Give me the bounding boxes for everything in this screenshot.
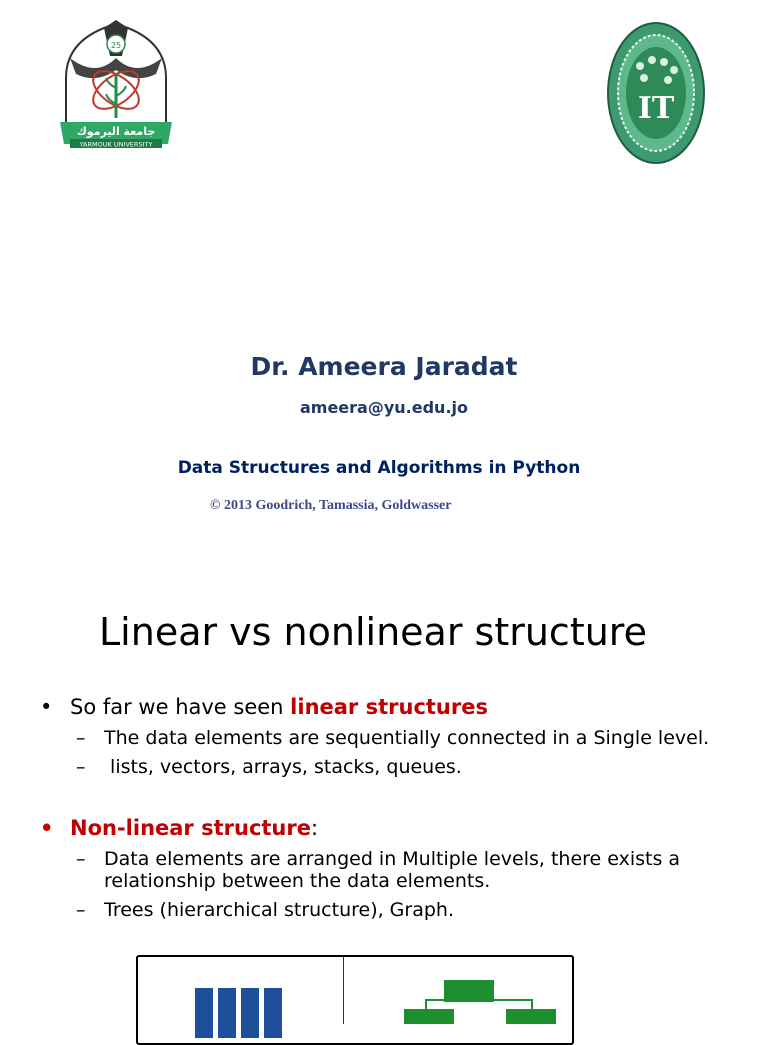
- sub-item-text: The data elements are sequentially connected in a Single level.: [104, 727, 710, 749]
- it-faculty-seal-logo: [604, 18, 708, 168]
- diagram-divider: [343, 957, 344, 1024]
- array-cell: [241, 988, 259, 1038]
- sub-item-linear-1: [76, 727, 709, 749]
- array-cell: [195, 988, 213, 1038]
- course-title: Data Structures and Algorithms in Python: [177, 458, 581, 478]
- sub-item-text: Trees (hierarchical structure), Graph.: [104, 899, 455, 921]
- slide-title: Linear vs nonlinear structure: [99, 610, 647, 654]
- array-cell: [264, 988, 282, 1038]
- tree-child-node: [506, 1009, 556, 1024]
- logo-arabic-text: جامعة اليرموك: [76, 125, 156, 138]
- dash-glyph: –: [76, 848, 86, 870]
- bullet-glyph: •: [40, 816, 54, 840]
- copyright-line: © 2013 Goodrich, Tamassia, Goldwasser: [210, 498, 452, 513]
- author-name: Dr. Ameera Jaradat: [250, 352, 518, 381]
- tree-root-node: [444, 980, 494, 1002]
- bullet-linear-prefix: So far we have seen: [70, 695, 291, 719]
- sub-item-text: lists, vectors, arrays, stacks, queues.: [104, 756, 462, 778]
- bullet-nonlinear: [40, 816, 318, 840]
- array-cell: [218, 988, 236, 1038]
- bullet-linear-highlight: linear structures: [290, 695, 488, 719]
- bullet-nonlinear-suffix: :: [310, 816, 319, 840]
- tree-diagram: [400, 975, 560, 1024]
- sub-item-text: Data elements are arranged in Multiple levels, there exists a relationship between the data elements.: [104, 848, 681, 892]
- logo-english-text: YARMOUK UNIVERSITY: [79, 140, 153, 149]
- dash-glyph: –: [76, 727, 86, 749]
- author-email: ameera@yu.edu.jo: [299, 398, 468, 417]
- sub-item-nonlinear-2: [76, 899, 454, 921]
- bullet-glyph: •: [40, 695, 53, 719]
- yarmouk-university-logo: [56, 18, 176, 150]
- bullet-nonlinear-highlight: Non-linear structure: [70, 816, 311, 840]
- sub-item-nonlinear-1: [76, 848, 744, 892]
- dash-glyph: –: [76, 756, 86, 778]
- seal-center-text: IT: [637, 91, 675, 126]
- sub-item-linear-2: [76, 756, 462, 778]
- dash-glyph: –: [76, 899, 86, 921]
- tree-child-node: [404, 1009, 454, 1024]
- bullet-linear: [40, 695, 488, 719]
- badge-number: 25: [110, 41, 122, 50]
